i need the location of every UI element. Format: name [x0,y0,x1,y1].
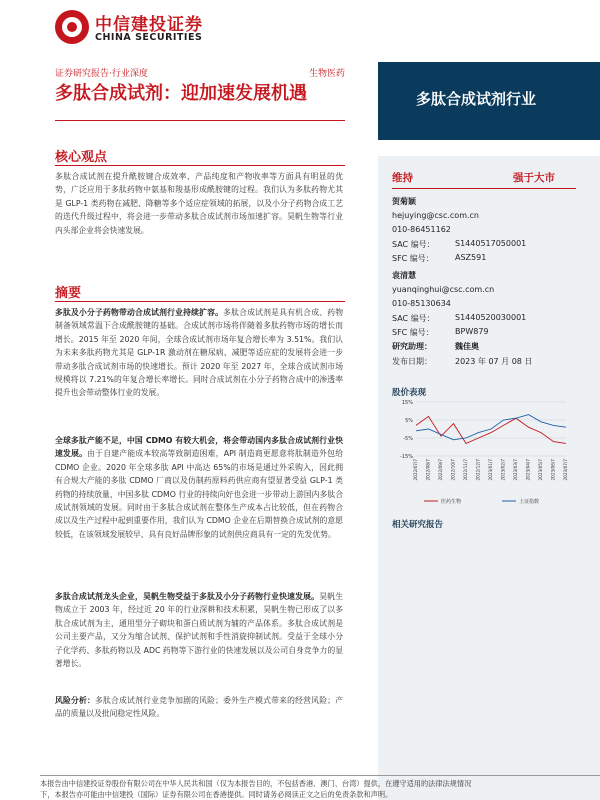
chart-xtick-label: 2022/09/7 [438,459,443,481]
chart-xtick-label: 2023/07/7 [563,459,568,481]
chart-xtick-label: 2023/05/7 [538,459,543,481]
analyst1-sfc-label: SFC 编号： [392,254,434,263]
analyst1-email[interactable]: hejuying@csc.com.cn [392,211,479,220]
analyst2-phone: 010-85130634 [392,299,451,308]
industry-banner [378,62,600,140]
rating-value: 强于大市 [513,172,555,184]
footer-disclaimer [40,778,600,800]
chart-ytick-label: -15% [400,454,413,460]
summary-p3-body: 昊帆生物成立于 2003 年，经过近 20 年的行业深耕和技术积累，昊帆生物已形成了以多肽合成试剂为主，通用型分子砌块和蛋白质试剂为辅的产品体系。多肽合成试剂是公司主要产品，又分为缩合试剂、保护试剂和手性消旋抑制试剂。受益于全球小分子化学药、多肽药物以及 ADC 药物等下游行业的快速发展以及公司自身竞争力的显著增长。 [55,592,344,669]
chart-series-line-0 [416,416,566,443]
chart-legend-label: 医药生物 [441,499,462,505]
industry-label: 生物医药 [308,69,345,79]
logo-english-name: CHINA SECURITIES [95,32,203,43]
rating-divider [392,188,576,189]
chart-xtick-label: 2022/10/7 [450,459,456,481]
analyst1-phone: 010-86451162 [392,225,451,234]
company-logo [55,8,235,52]
analyst2-sfc-label: SFC 编号： [392,328,434,337]
summary-p3-lead: 多肽合成试剂龙头企业，昊帆生物受益于多肽及小分子药物行业快速发展。 [55,592,320,601]
page-title: 多肽合成试剂：迎加速发展机遇 [55,83,307,104]
analyst1-sac-label: SAC 编号： [392,240,435,249]
chart-legend-label: 上证指数 [519,499,540,505]
footer-line-1: 本报告由中信建投证券股份有限公司在中华人民共和国（仅为本报告目的，不包括香港、澳门、台湾）提供，在遵守适用的法律法规情况 [40,779,472,788]
related-reports-heading: 相关研究报告 [392,520,444,530]
core-divider [55,165,345,166]
summary-paragraph-1 [55,306,343,400]
publish-date: 2023 年 07 月 08 日 [455,357,533,366]
analyst2-name: 袁清慧 [392,271,416,280]
analyst2-email[interactable]: yuanqinghui@csc.com.cn [392,285,495,294]
summary-divider [55,301,345,302]
chart-xtick-label: 2023/06/7 [550,459,556,481]
report-category: 证券研究报告·行业深度 [55,69,148,79]
summary-p1-lead: 多肽及小分子药物带动合成试剂行业持续扩容。 [55,308,224,317]
analyst1-sfc: ASZ591 [455,253,487,262]
title-divider [55,120,345,121]
summary-paragraph-4 [55,694,343,721]
industry-banner-text: 多肽合成试剂行业 [416,90,537,108]
analyst2-sac: S1440520030001 [455,313,527,322]
summary-paragraph-3 [55,590,343,670]
logo-mark-icon [55,10,89,44]
chart-xtick-label: 2022/07/7 [413,459,418,481]
chart-xtick-label: 2023/04/7 [525,459,531,481]
chart-ytick-label: -5% [403,436,413,442]
chart-series-line-1 [416,415,566,440]
footer-divider [40,775,600,776]
summary-p4-lead: 风险分析： [55,696,96,705]
chart-xtick-label: 2023/01/7 [488,459,493,481]
summary-p2-lead: 全球多肽产能不足，中国 CDMO 有较大机会，将会带动国内多肽合成试剂行业快速发展。 [55,436,343,459]
logo-chinese-name: 中信建投证券 [95,15,203,35]
summary-paragraph-2 [55,434,343,541]
chart-xtick-label: 2023/02/7 [500,459,506,481]
chart-xtick-label: 2023/03/7 [513,459,518,481]
assistant-name: 魏佳奥 [455,342,479,351]
date-label: 发布日期： [392,357,432,366]
chart-xtick-label: 2022/08/7 [425,459,431,481]
chart-xtick-label: 2022/11/7 [463,459,468,481]
analyst1-sac: S1440517050001 [455,239,527,248]
core-heading: 核心观点 [55,150,108,165]
analyst2-sac-label: SAC 编号： [392,314,435,323]
summary-p1-body: 多肽合成试剂是具有机合成、药物制备领域常温下合成酰胺键的基础。合成试剂市场将伴随着多肽药物市场的增长而增长。2015 年至 2020 年间，全球合成试剂市场年复合增长率为 3.51%。我们认为未来多肽药物尤其是 GLP-1R 激动剂在糖尿病、减肥等适应症的发展将会进一步带动多肽合成试剂市场的快速增长。预计 2020 年至 2027 年，全球合成试剂市场规模将以 7.21%的年复合增长率增长。同时合成试剂在小分子药物合成中的渗透率提升也会带动整体行业的发展。 [55,308,344,398]
chart-ytick-label: 15% [401,400,413,406]
chart-xtick-label: 2022/12/7 [475,459,481,481]
analyst2-sfc: BPW879 [455,327,489,336]
analyst1-name: 贺菊颖 [392,197,416,206]
footer-line-2: 下，本报告亦可能由中信建投（国际）证券有限公司在香港提供。同时请务必阅读正文之后的免责条款和声明。 [40,790,393,799]
chart-ytick-label: 5% [405,418,413,424]
stock-performance-heading: 股价表现 [392,388,427,398]
stock-performance-chart [390,396,576,508]
summary-p2-body: 由于自建产能成本较高等致制造困难，API 制造商更愿意将肽制造外包给 CDMO 企业。2020 年全球多肽 API 中高达 65%的市场是通过外采购入，因此拥有合规大产能的多肽 CDMO 厂商以及仿制药原料药供应商有望显著受益 GLP-1 类药物的持续放量，中国多肽 CDMO 行业的持续向好也会进一步带动上游国内多肽合成试剂领域的发展。同时由于多肽合成试剂在整体生产成本占比较低，但在药物合成以及生产过程中起到重要作用，我们认为 CDMO 企业在后期替换合成试剂的意愿较低，在该领域发展较早、具有良好品牌形象的试剂供应商具有一定的先发优势。 [55,449,343,539]
core-paragraph: 多肽合成试剂在提升酰胺键合成效率、产品纯度和产物收率等方面具有明显的优势，广泛应用于多肽药物中氨基和羧基形成酰胺键的过程。我们认为多肽药物尤其是 GLP-1 类药物在减肥、降糖等多个适应症领域的拓展，以及小分子药物合成工艺的迭代升级过程中，将会进一步带动多肽合成试剂市场加速扩容。昊帆生物等行业内头部企业将会快速发展。 [55,172,343,235]
summary-p4-body: 多肽合成试剂行业竞争加剧的风险；委外生产模式带来的经营风险；产品的质量以及批间稳定性风险。 [55,696,343,719]
assistant-label: 研究助理： [392,342,432,351]
rating-action: 维持 [392,172,413,184]
summary-heading: 摘要 [55,286,82,301]
